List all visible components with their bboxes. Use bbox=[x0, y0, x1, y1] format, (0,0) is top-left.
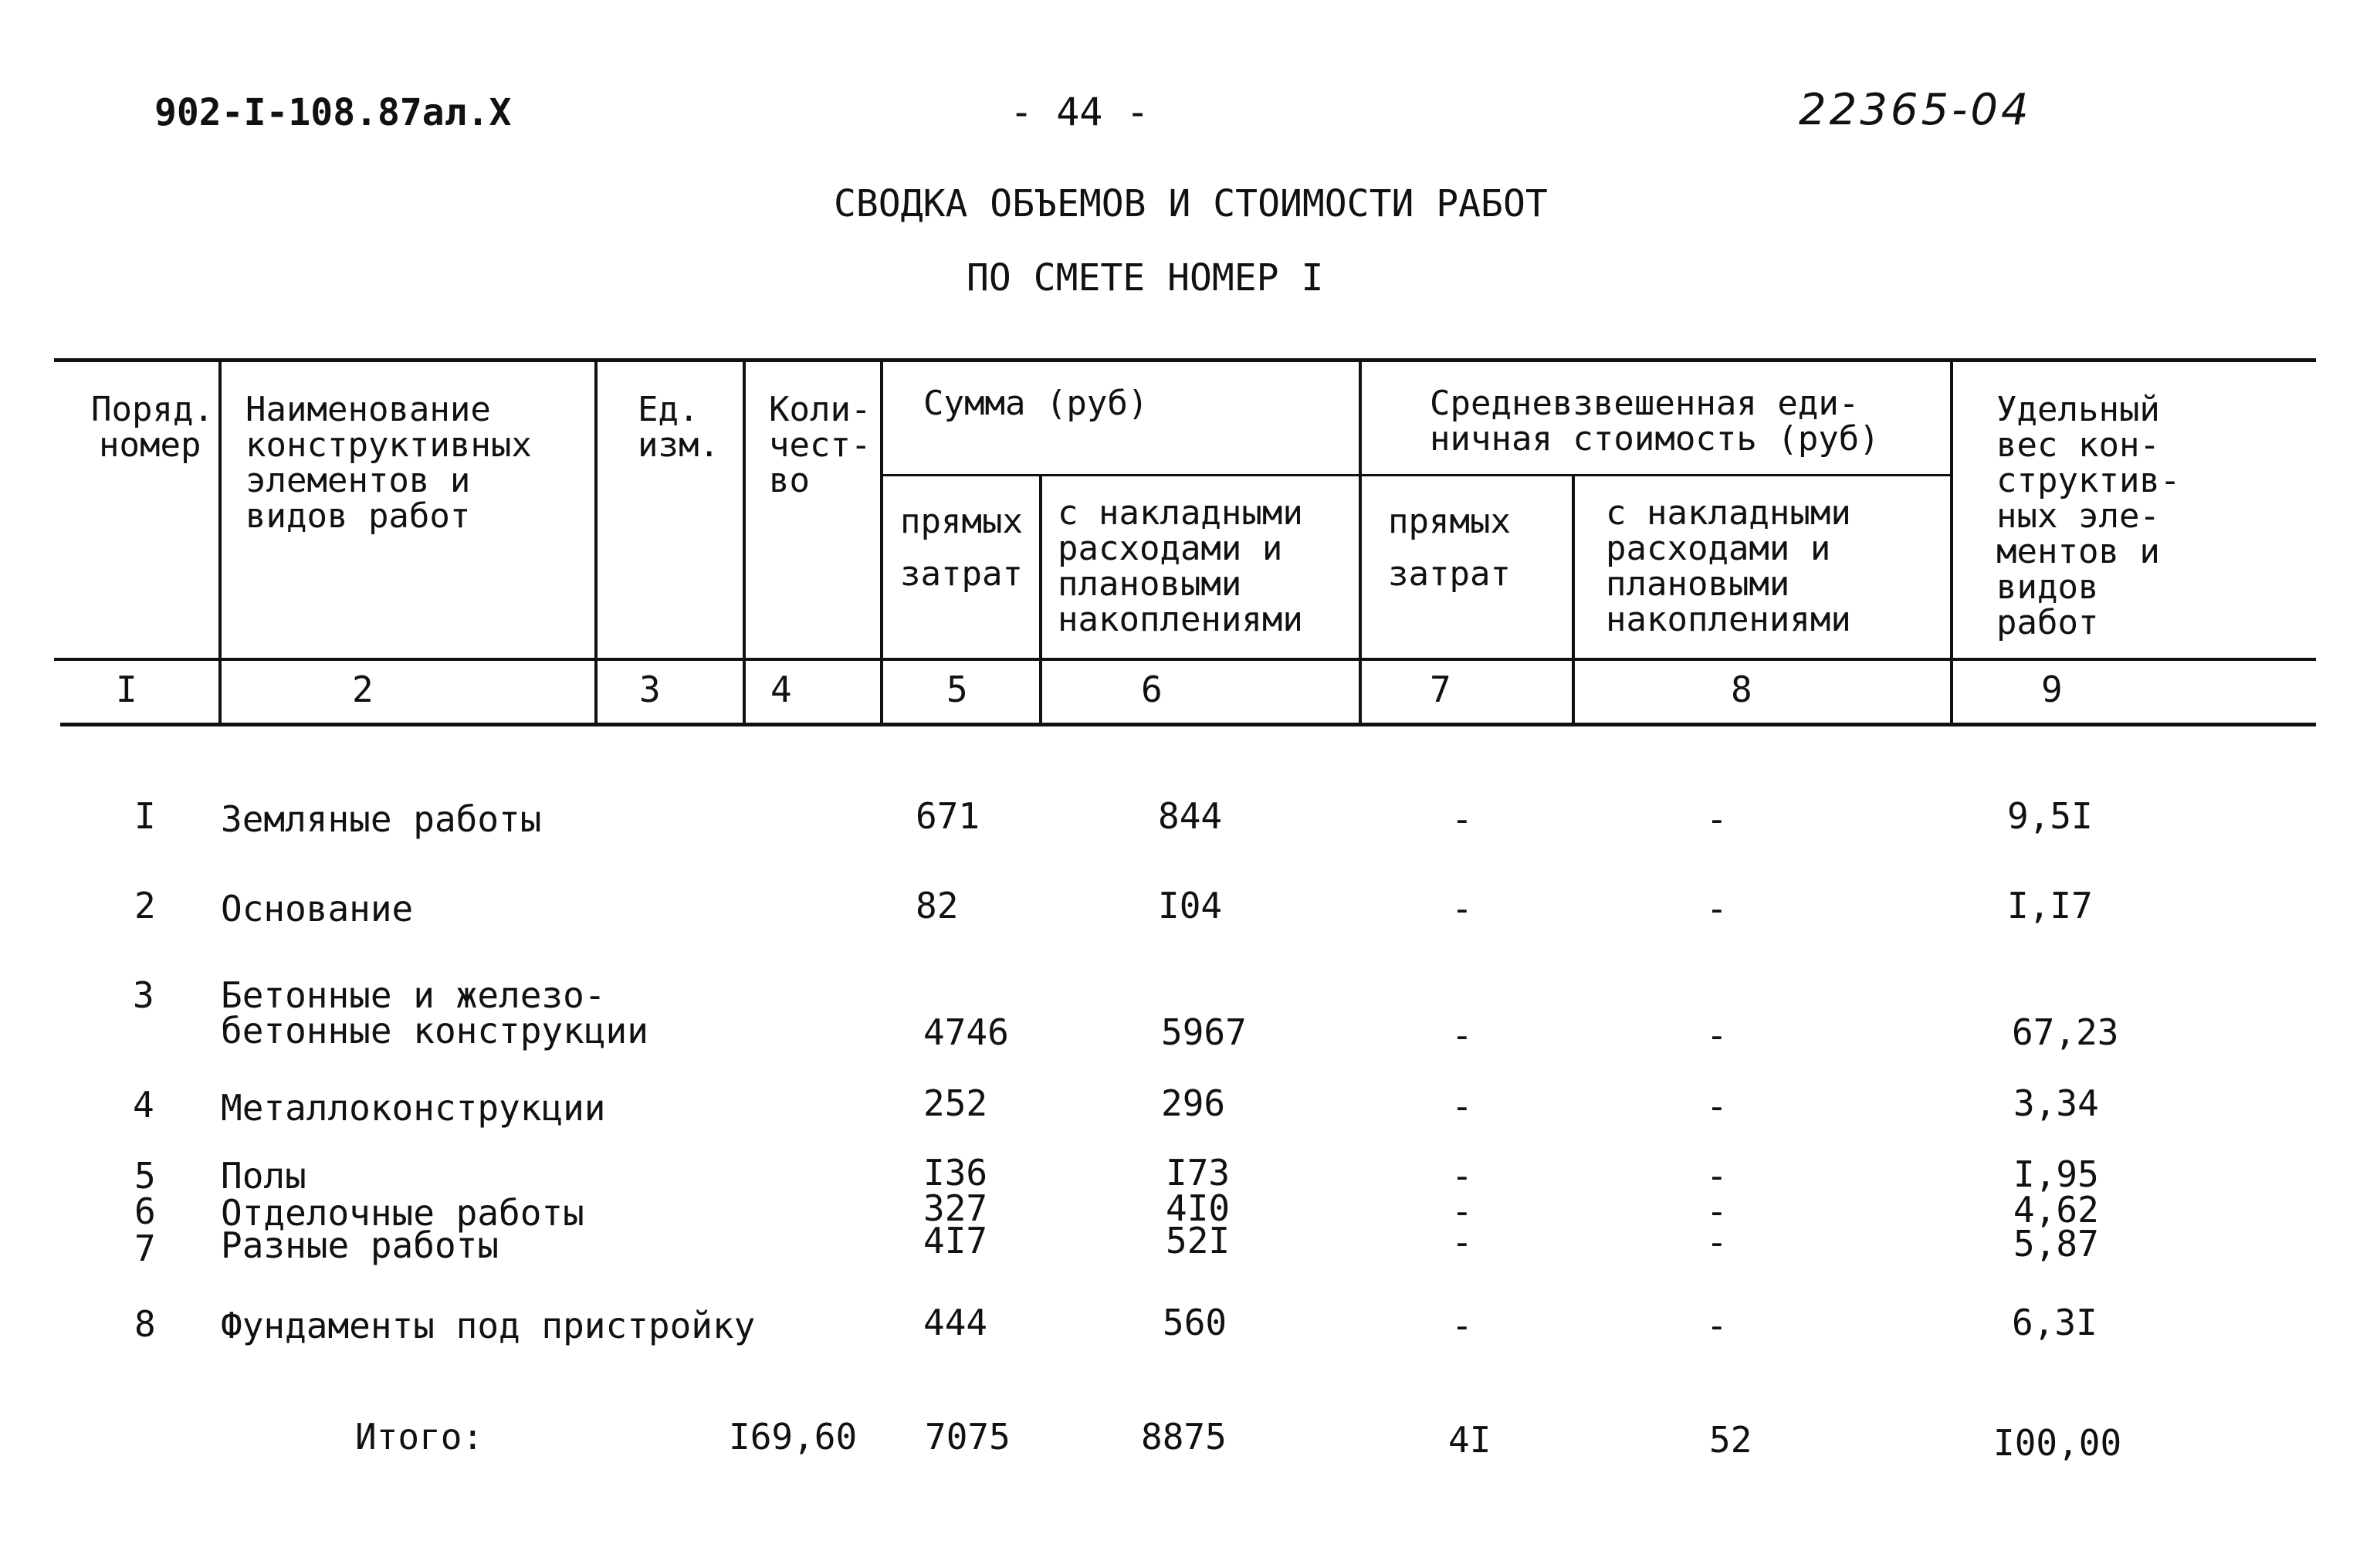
table-row-4-avg-overhead: - bbox=[1706, 1085, 1728, 1127]
table-row-6-avg-overhead: - bbox=[1706, 1190, 1728, 1232]
table-row-2-overhead: I04 bbox=[1158, 885, 1223, 926]
col-number-2: 2 bbox=[352, 669, 374, 710]
col-divider-8 bbox=[1950, 360, 1953, 726]
header-avg-group: Средневзвешенная еди- ничная стоимость (руб) bbox=[1430, 384, 1880, 459]
page-title: СВОДКА ОБЪЕМОВ И СТОИМОСТИ РАБОТ bbox=[834, 182, 1548, 225]
table-row-6-number: 6 bbox=[134, 1190, 156, 1232]
table-row-2-direct: 82 bbox=[916, 885, 959, 926]
table-row-4-name: Металлоконструкции bbox=[221, 1087, 606, 1129]
page-number: - 44 - bbox=[1010, 90, 1149, 134]
table-row-5-number: 5 bbox=[134, 1155, 156, 1197]
col-divider-1 bbox=[218, 360, 222, 726]
page-subtitle: ПО СМЕТЕ НОМЕР I bbox=[967, 256, 1324, 300]
table-row-3-avg-overhead: - bbox=[1706, 1014, 1728, 1056]
table-row-8-avg-overhead: - bbox=[1706, 1305, 1728, 1346]
table-row-7-direct: 4I7 bbox=[923, 1220, 988, 1262]
col-number-7: 7 bbox=[1430, 669, 1451, 710]
table-row-5-name: Полы bbox=[221, 1155, 306, 1197]
col-number-1: I bbox=[116, 669, 137, 710]
col-number-6: 6 bbox=[1141, 669, 1163, 710]
table-row-1-number: I bbox=[134, 795, 156, 837]
table-row-6-name: Отделочные работы bbox=[221, 1192, 584, 1234]
col-number-3: 3 bbox=[639, 669, 661, 710]
table-row-7-avg-overhead: - bbox=[1706, 1221, 1728, 1263]
table-row-2-number: 2 bbox=[134, 885, 156, 926]
table-row-1-weight: 9,5I bbox=[2007, 795, 2093, 837]
header-avg-overhead: с накладными расходами и плановыми накоплениями bbox=[1606, 493, 1851, 639]
table-row-2-avg-overhead: - bbox=[1706, 888, 1728, 930]
header-bottom-rule bbox=[54, 658, 2316, 661]
header-sum-overhead: с накладными расходами и плановыми накоплениями bbox=[1058, 493, 1303, 639]
table-row-1-direct: 671 bbox=[916, 795, 980, 837]
table-row-6-avg-direct: - bbox=[1451, 1190, 1473, 1232]
table-row-1-overhead: 844 bbox=[1158, 795, 1223, 837]
table-row-1-name: Земляные работы bbox=[221, 798, 542, 840]
table-row-1-avg-direct: - bbox=[1451, 798, 1473, 840]
table-row-6-weight: 4,62 bbox=[2013, 1189, 2099, 1231]
total-avg-direct: 4I bbox=[1448, 1419, 1491, 1461]
header-specific-weight: Удельный вес кон- структив- ных эле- ментов и видов работ bbox=[1996, 390, 2181, 642]
table-row-3-weight: 67,23 bbox=[2012, 1011, 2119, 1053]
table-row-8-overhead: 560 bbox=[1163, 1302, 1227, 1343]
col-number-9: 9 bbox=[2041, 669, 2063, 710]
table-row-4-overhead: 296 bbox=[1161, 1082, 1226, 1124]
col-divider-3 bbox=[743, 360, 746, 726]
col-divider-7 bbox=[1572, 476, 1575, 726]
table-row-6-overhead: 4I0 bbox=[1166, 1187, 1231, 1229]
inventory-number: 22365-04 bbox=[1799, 85, 2032, 135]
table-row-8-name: Фундаменты под пристройку bbox=[221, 1305, 756, 1346]
table-row-3-name: Бетонные и железо- бетонные конструкции bbox=[221, 974, 648, 1052]
table-row-2-name: Основание bbox=[221, 888, 414, 930]
table-row-7-avg-direct: - bbox=[1451, 1221, 1473, 1263]
table-row-8-direct: 444 bbox=[923, 1302, 988, 1343]
total-weight: I00,00 bbox=[1993, 1422, 2122, 1464]
total-direct: 7075 bbox=[925, 1416, 1011, 1458]
total-label: Итого: bbox=[355, 1416, 484, 1458]
table-row-5-overhead: I73 bbox=[1166, 1152, 1231, 1194]
table-row-3-overhead: 5967 bbox=[1161, 1011, 1247, 1053]
table-top-rule bbox=[54, 358, 2316, 362]
total-overhead: 8875 bbox=[1141, 1416, 1227, 1458]
total-quantity: I69,60 bbox=[729, 1416, 858, 1458]
header-avg-direct: прямых затрат bbox=[1388, 502, 1511, 594]
avg-group-rule bbox=[1359, 474, 1953, 476]
header-element-name: Наименование конструктивных элементов и видов работ bbox=[245, 390, 532, 536]
table-row-8-weight: 6,3I bbox=[2012, 1302, 2097, 1343]
col-number-4: 4 bbox=[770, 669, 792, 710]
col-divider-4 bbox=[880, 360, 883, 726]
table-row-4-weight: 3,34 bbox=[2013, 1082, 2099, 1124]
table-row-7-number: 7 bbox=[134, 1228, 156, 1269]
header-quantity: Коли- чест- во bbox=[769, 390, 872, 500]
table-row-5-direct: I36 bbox=[923, 1152, 988, 1194]
table-row-5-avg-overhead: - bbox=[1706, 1155, 1728, 1197]
header-sum-direct: прямых затрат bbox=[900, 502, 1023, 594]
header-unit: Ед. изм. bbox=[638, 390, 719, 465]
col-divider-6 bbox=[1359, 360, 1362, 726]
col-numbers-bottom-rule bbox=[60, 723, 2316, 726]
col-number-5: 5 bbox=[946, 669, 968, 710]
table-row-7-weight: 5,87 bbox=[2013, 1223, 2099, 1265]
table-row-5-avg-direct: - bbox=[1451, 1155, 1473, 1197]
table-row-3-direct: 4746 bbox=[923, 1011, 1009, 1053]
document-code: 902-I-108.87ал.X bbox=[154, 91, 512, 134]
table-row-6-direct: 327 bbox=[923, 1187, 988, 1229]
table-row-4-avg-direct: - bbox=[1451, 1085, 1473, 1127]
total-avg-overhead: 52 bbox=[1709, 1419, 1752, 1461]
header-order-number: Поряд. номер bbox=[91, 390, 214, 465]
table-row-8-number: 8 bbox=[134, 1303, 156, 1345]
table-row-4-number: 4 bbox=[133, 1084, 154, 1126]
col-divider-2 bbox=[594, 360, 598, 726]
table-row-7-overhead: 52I bbox=[1166, 1220, 1231, 1262]
table-row-3-avg-direct: - bbox=[1451, 1014, 1473, 1056]
table-row-8-avg-direct: - bbox=[1451, 1305, 1473, 1346]
sum-group-rule bbox=[880, 474, 1359, 476]
table-row-2-weight: I,I7 bbox=[2007, 885, 2093, 926]
table-row-4-direct: 252 bbox=[923, 1082, 988, 1124]
table-row-2-avg-direct: - bbox=[1451, 888, 1473, 930]
table-row-1-avg-overhead: - bbox=[1706, 798, 1728, 840]
table-row-5-weight: I,95 bbox=[2013, 1153, 2099, 1195]
table-row-7-name: Разные работы bbox=[221, 1224, 499, 1266]
col-number-8: 8 bbox=[1731, 669, 1752, 710]
table-row-3-number: 3 bbox=[133, 974, 154, 1016]
header-sum-group: Сумма (руб) bbox=[923, 384, 1149, 423]
col-divider-5 bbox=[1039, 476, 1042, 726]
